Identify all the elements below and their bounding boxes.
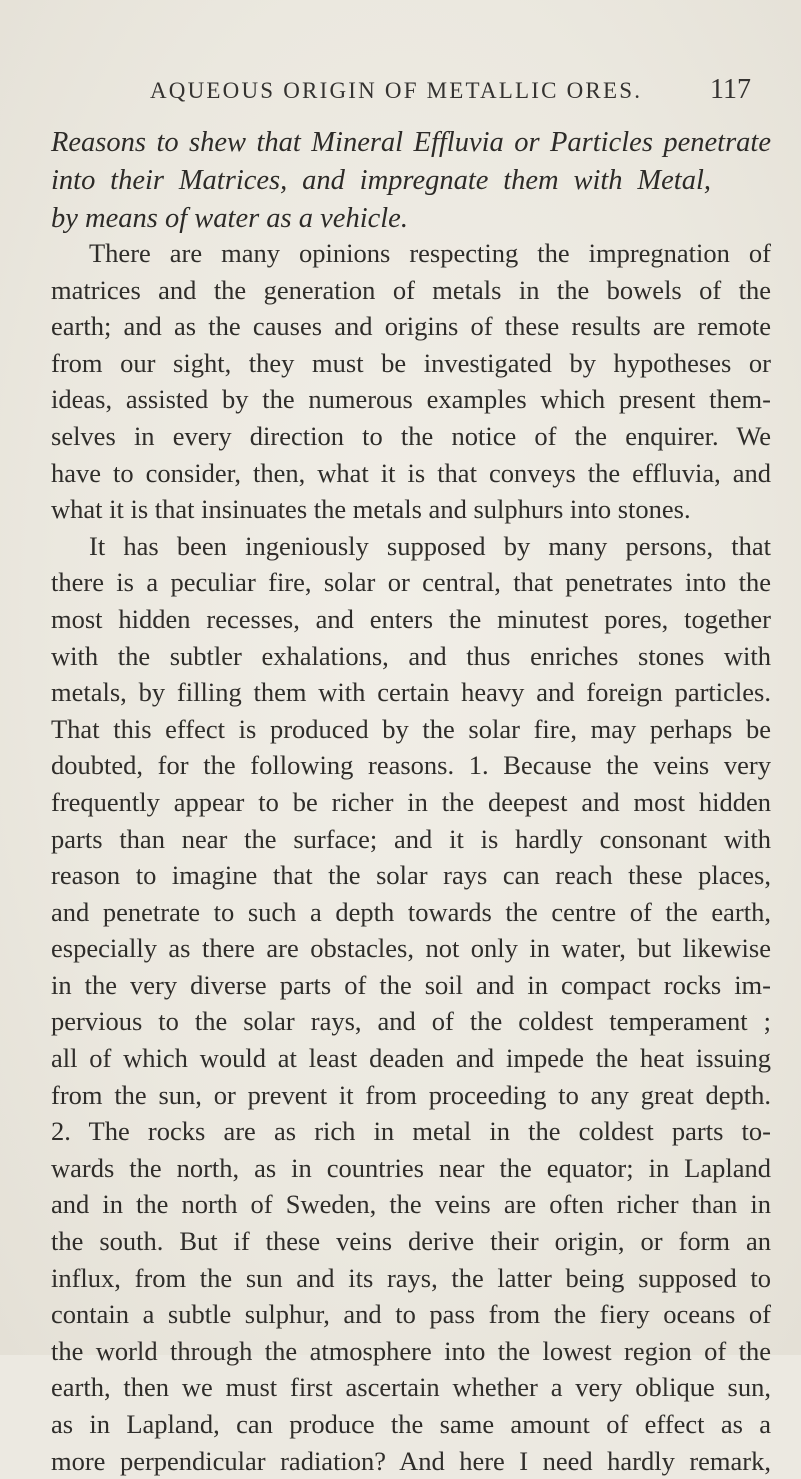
body-text bbox=[51, 235, 771, 1479]
text-line: ideas, assisted by the numerous examples which present them- bbox=[51, 384, 771, 415]
running-head bbox=[150, 74, 761, 108]
text-line: and in the north of Sweden, the veins are often richer than in bbox=[51, 1189, 771, 1220]
text-line: earth; and as the causes and origins of these results are remote bbox=[51, 311, 771, 342]
text-line: That this effect is produced by the solar fire, may perhaps be bbox=[51, 713, 771, 744]
text-line: in the very diverse parts of the soil and in compact rocks im- bbox=[51, 969, 771, 1000]
page-number: 117 bbox=[710, 74, 751, 105]
text-line: have to consider, then, what it is that conveys the effluvia, and bbox=[51, 457, 771, 488]
text-line: all of which would at least deaden and impede the heat issuing bbox=[51, 1043, 771, 1074]
text-line: matrices and the generation of metals in the bowels of the bbox=[51, 274, 771, 305]
text-line: from our sight, they must be investigated by hypotheses or bbox=[51, 347, 771, 378]
text-line: with the subtler exhalations, and thus enriches stones with bbox=[51, 640, 771, 671]
text-line: the south. But if these veins derive their origin, or form an bbox=[51, 1226, 771, 1257]
text-line: what it is that insinuates the metals and sulphurs into stones. bbox=[51, 494, 691, 525]
text-line: as in Lapland, can produce the same amount of effect as a bbox=[51, 1409, 771, 1439]
text-line: especially as there are obstacles, not only in water, but likewise bbox=[51, 933, 771, 964]
text-line: There are many opinions respecting the impregnation of bbox=[89, 238, 771, 268]
text-line: doubted, for the following reasons. 1. Because the veins very bbox=[51, 750, 771, 781]
text-line: contain a subtle sulphur, and to pass from the fiery oceans of bbox=[51, 1299, 771, 1330]
text-line: pervious to the solar rays, and of the coldest temperament ; bbox=[51, 1006, 771, 1037]
text-line: metals, by filling them with certain heavy and foreign particles. bbox=[51, 677, 771, 708]
text-line: 2. The rocks are as rich in metal in the coldest parts to- bbox=[51, 1116, 771, 1147]
text-line: frequently appear to be richer in the deepest and most hidden bbox=[51, 786, 771, 817]
text-line: and penetrate to such a depth towards the centre of the earth, bbox=[51, 896, 771, 927]
text-line: parts than near the surface; and it is hardly consonant with bbox=[51, 823, 771, 854]
text-line: the world through the atmosphere into the lowest region of the bbox=[51, 1335, 771, 1366]
text-line: influx, from the sun and its rays, the latter being supposed to bbox=[51, 1262, 771, 1293]
text-line: wards the north, as in countries near the equator; in Lapland bbox=[51, 1152, 771, 1183]
heading-line: Reasons to shew that Mineral Effluvia or Particles penetrate bbox=[51, 127, 771, 158]
section-heading bbox=[51, 124, 771, 238]
text-line: selves in every direction to the notice of the enquirer. We bbox=[51, 420, 771, 451]
text-line: It has been ingeniously supposed by many persons, that bbox=[89, 530, 771, 561]
text-line: more perpendicular radiation? And here I need hardly remark, bbox=[51, 1445, 771, 1476]
heading-line: into their Matrices, and impregnate them with Metal, bbox=[51, 165, 711, 196]
text-line: from the sun, or prevent it from proceeding to any great depth. bbox=[51, 1079, 771, 1110]
running-title: AQUEOUS ORIGIN OF METALLIC ORES. bbox=[150, 78, 643, 103]
text-line: reason to imagine that the solar rays can reach these places, bbox=[51, 860, 771, 891]
text-line: there is a peculiar fire, solar or central, that penetrates into the bbox=[51, 567, 771, 598]
heading-line: by means of water as a vehicle. bbox=[51, 203, 408, 234]
text-line: most hidden recesses, and enters the minutest pores, together bbox=[51, 603, 771, 634]
text-line: earth, then we must first ascertain whether a very oblique sun, bbox=[51, 1372, 771, 1403]
